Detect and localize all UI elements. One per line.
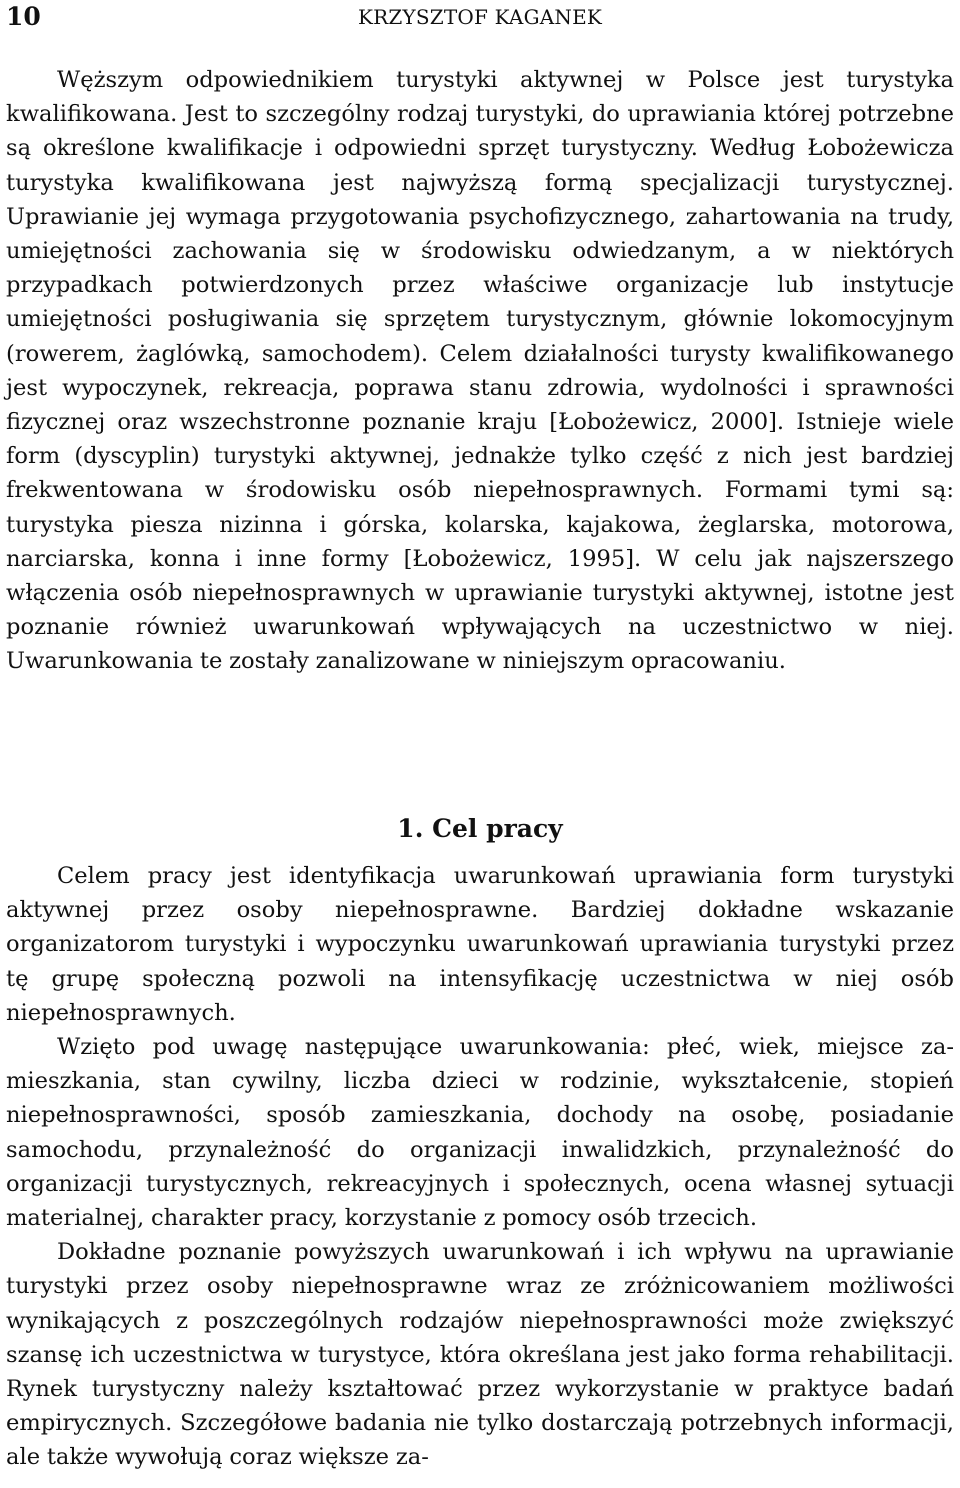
running-header — [6, 2, 954, 32]
intro-paragraph: Węższym odpowiednikiem turystyki aktywnej w Polsce jest turystyka kwalifikowana. Jest to szczególny rodzaj turystyki, do uprawiania której potrzebne są określone kwalifikacje i odpowiedni sprzęt turystyczny. Według Łobożewicza turystyka kwalifikowana jest najwyższą formą specjalizacji turystycznej. Uprawianie jej wymaga przygotowania psychofizycznego, zahartowania na trudy, umiejętności zachowania się w środowisku odwiedzanym, a w niektórych przypadkach potwierdzonych przez właściwe organizacje lub instytucje umiejętności posługiwania się sprzętem turystycznym, głównie lokomocyjnym (rowerem, żaglówką, samochodem). Celem działalności turysty kwalifikowanego jest wypoczynek, rekreacja, poprawa stanu zdrowia, wydolności i sprawności fizycznej oraz wszechstronne poznanie kraju [Łobożewicz, 2000]. Istnieje wiele form (dyscyplin) turystyki aktywnej, jednakże tylko część z nich jest bardziej frekwentowana w środowisku osób niepełnosprawnych. Formami tymi są: turystyka piesza nizinna i górska, kolarska, kajakowa, żeglarska, motorowa, narciarska, konna i inne formy [Łobożewicz, 1995]. W celu jak najszerszego włączenia osób niepełnosprawnych w uprawianie turystyki aktywnej, istotne jest poznanie również uwarunkowań wpływających na uczestnictwo w niej. Uwarunkowania te zostały zanalizowane w niniejszym opracowaniu. — [6, 67, 954, 675]
section-paragraph-1: Celem pracy jest identyfikacja uwarunkowań uprawiania form turystyki aktywnej przez osoby niepełnosprawne. Bardziej dokładne wskazanie organizatorom turystyki i wypoczynku uwarunkowań uprawiania turystyki przez tę grupę społeczną pozwoli na intensyfikację uczestnictwa w niej osób niepełnosprawnych. — [6, 863, 954, 1026]
running-title-author: KRZYSZTOF KAGANEK — [357, 5, 603, 29]
section-paragraph-2: Wzięto pod uwagę następujące uwarunkowania: płeć, wiek, miejsce zamieszkania, stan cywilny, liczba dzieci w rodzinie, wykształcenie, stopień niepełnosprawności, sposób zamieszkania, dochody na osobę, posiadanie samochodu, przynależność do organizacji inwalidzkich, przynależność do organizacji turystycznych, rekreacyjnych i społecznych, ocena własnej sytuacji materialnej, charakter pracy, korzystanie z pomocy osób trzecich. — [6, 1034, 954, 1232]
section-paragraph-3: Dokładne poznanie powyższych uwarunkowań i ich wpływu na uprawianie turystyki przez osoby niepełnosprawne wraz ze zróżnicowaniem możliwości wynikających z poszczególnych rodzajów niepełnosprawności może zwiększyć szansę ich uczestnictwa w turystyce, która określana jest jako forma rehabilitacji. Rynek turystyczny należy kształtować przez wykorzystanie w praktyce badań empirycznych. Szczegółowe badania nie tylko dostarczają potrzebnych informacji, ale także wywołują coraz większe za- — [6, 1239, 954, 1471]
page-number: 10 — [6, 2, 41, 31]
section-text-block — [6, 859, 954, 1475]
section-heading: 1. Cel pracy — [397, 813, 563, 843]
intro-text-block — [6, 63, 954, 679]
